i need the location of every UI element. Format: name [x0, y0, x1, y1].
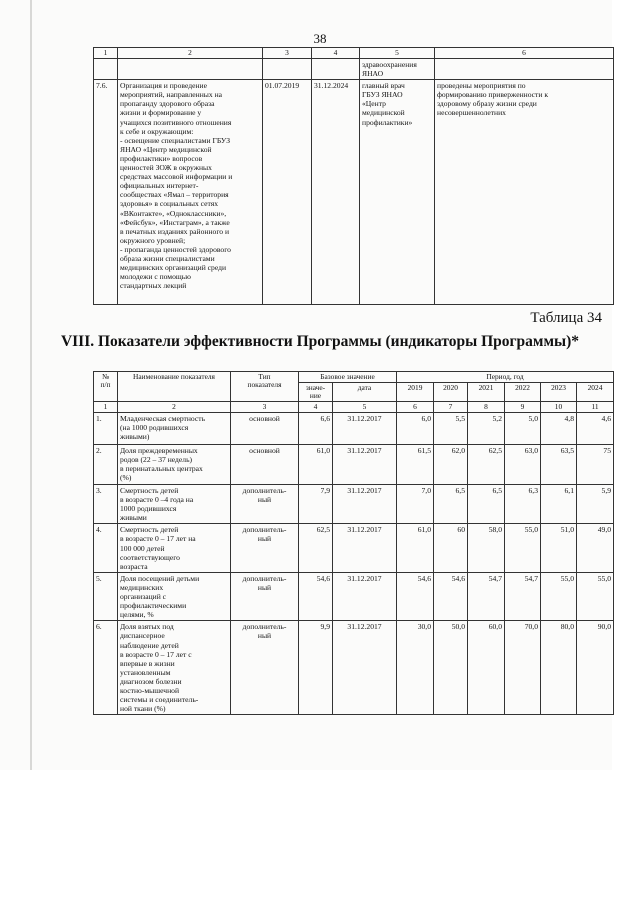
year-value: 62,5 [468, 445, 505, 485]
year-value: 5,2 [468, 413, 505, 445]
col-num: 5 [360, 48, 435, 59]
year-value: 6,5 [434, 485, 468, 524]
indicators-table [93, 371, 614, 715]
header-year: 2024 [577, 383, 614, 402]
year-value: 60,0 [468, 621, 505, 715]
col-num: 1 [94, 48, 118, 59]
year-value: 6,5 [468, 485, 505, 524]
base-date: 31.12.2017 [333, 524, 397, 572]
measures-table [93, 47, 614, 305]
year-value: 58,0 [468, 524, 505, 572]
year-value: 63,5 [541, 445, 577, 485]
header-period: Период, год [397, 372, 614, 383]
page-number: 38 [313, 31, 327, 46]
column-number-row [94, 48, 614, 59]
col-num: 9 [505, 402, 541, 413]
year-value: 49,0 [577, 524, 614, 572]
base-value: 9,9 [299, 621, 333, 715]
base-date: 31.12.2017 [333, 413, 397, 445]
year-value: 54,6 [434, 572, 468, 620]
indicator-type: основной [231, 413, 299, 445]
table-row [94, 572, 614, 620]
continuation-text: здравоохранения ЯНАО [360, 59, 435, 80]
year-value: 6,1 [541, 485, 577, 524]
col-num: 11 [577, 402, 614, 413]
measure-name: Организация и проведение мероприятий, направленных на пропаганду здорового образа жизни и формирование у учащихся позитивного отношения к себе и окружающим: - освещение специалистами ГБУЗ ЯНАО «Центр медицинской профилактики» вопросов ценностей ЗОЖ в окружных средствах массовой информации и официальных интернет- сообществах «Ямал – территория здоровья» в социальных сетях «ВКонтакте», «Одноклассники», «Фейсбук», «Инстаграм», а также в печатных изданиях районного и окружного уровней; - пропаганда ценностей здорового образа жизни специалистами медицинских организаций среди молодежи с помощью стандартных лекций [118, 80, 263, 305]
year-value: 4,6 [577, 413, 614, 445]
header-num: № п/п [94, 372, 118, 402]
col-num: 2 [118, 48, 263, 59]
header-year: 2022 [505, 383, 541, 402]
year-value: 4,8 [541, 413, 577, 445]
year-value: 51,0 [541, 524, 577, 572]
header-base-value: значе- ние [299, 383, 333, 402]
column-number-row [94, 402, 614, 413]
col-num: 1 [94, 402, 118, 413]
year-value: 50,0 [434, 621, 468, 715]
year-value: 6,3 [505, 485, 541, 524]
continuation-row [94, 59, 614, 80]
indicator-name: Доля преждевременных родов (22 – 37 недель) в перинатальных центрах (%) [118, 445, 231, 485]
year-value: 5,5 [434, 413, 468, 445]
year-value: 54,7 [468, 572, 505, 620]
base-date: 31.12.2017 [333, 485, 397, 524]
year-value: 63,0 [505, 445, 541, 485]
row-number: 5. [94, 572, 118, 620]
year-value: 61,5 [397, 445, 434, 485]
indicator-name: Доля посещений детьми медицинских организаций с профилактическими целями, % [118, 572, 231, 620]
col-num: 3 [263, 48, 312, 59]
base-value: 7,9 [299, 485, 333, 524]
table-row [94, 524, 614, 572]
base-value: 61,0 [299, 445, 333, 485]
col-num: 6 [397, 402, 434, 413]
table-row [94, 485, 614, 524]
end-date: 31.12.2024 [312, 80, 360, 305]
year-value: 61,0 [397, 524, 434, 572]
year-value: 70,0 [505, 621, 541, 715]
indicator-name: Смертность детей в возрасте 0 –4 года на 1000 родившихся живыми [118, 485, 231, 524]
header-year: 2020 [434, 383, 468, 402]
expected-result: проведены мероприятия по формированию приверженности к здоровому образу жизни среди несовершеннолетних [435, 80, 614, 305]
col-num: 2 [118, 402, 231, 413]
header-year: 2019 [397, 383, 434, 402]
table-row [94, 445, 614, 485]
indicator-name: Смертность детей в возрасте 0 – 17 лет на 100 000 детей соответствующего возраста [118, 524, 231, 572]
indicator-name: Младенческая смертность (на 1000 родившихся живыми) [118, 413, 231, 445]
year-value: 5,9 [577, 485, 614, 524]
year-value: 90,0 [577, 621, 614, 715]
header-base-date: дата [333, 383, 397, 402]
col-num: 8 [468, 402, 505, 413]
indicator-type: основной [231, 445, 299, 485]
header-type: Тип показателя [231, 372, 299, 402]
col-num: 4 [299, 402, 333, 413]
row-number: 7.6. [94, 80, 118, 305]
header-year: 2021 [468, 383, 505, 402]
year-value: 75 [577, 445, 614, 485]
indicator-type: дополнитель- ный [231, 485, 299, 524]
base-date: 31.12.2017 [333, 621, 397, 715]
table-row [94, 413, 614, 445]
year-value: 30,0 [397, 621, 434, 715]
indicator-name: Доля взятых под диспансерное наблюдение детей в возрасте 0 – 17 лет с впервые в жизни установленным диагнозом болезни костно-мышечной системы и соединитель- ной ткани (%) [118, 621, 231, 715]
year-value: 60 [434, 524, 468, 572]
row-number: 4. [94, 524, 118, 572]
table-row [94, 621, 614, 715]
base-date: 31.12.2017 [333, 445, 397, 485]
header-base: Базовое значение [299, 372, 397, 383]
year-value: 6,0 [397, 413, 434, 445]
row-number: 2. [94, 445, 118, 485]
table-header-row [94, 372, 614, 383]
year-value: 54,6 [397, 572, 434, 620]
indicator-type: дополнитель- ный [231, 572, 299, 620]
year-value: 55,0 [541, 572, 577, 620]
col-num: 3 [231, 402, 299, 413]
indicator-type: дополнитель- ный [231, 621, 299, 715]
indicator-type: дополнитель- ный [231, 524, 299, 572]
base-value: 54,6 [299, 572, 333, 620]
year-value: 62,0 [434, 445, 468, 485]
page-edge-shadow [30, 0, 32, 770]
section-title: VIII. Показатели эффективности Программы (индикаторы Программы)* [60, 333, 580, 350]
year-value: 5,0 [505, 413, 541, 445]
year-value: 55,0 [505, 524, 541, 572]
header-name: Наименование показателя [118, 372, 231, 402]
executor: главный врач ГБУЗ ЯНАО «Центр медицинской профилактики» [360, 80, 435, 305]
col-num: 6 [435, 48, 614, 59]
header-year: 2023 [541, 383, 577, 402]
table-label: Таблица 34 [530, 310, 602, 326]
year-value: 7,0 [397, 485, 434, 524]
table-row [94, 80, 614, 305]
year-value: 80,0 [541, 621, 577, 715]
start-date: 01.07.2019 [263, 80, 312, 305]
col-num: 7 [434, 402, 468, 413]
year-value: 55,0 [577, 572, 614, 620]
row-number: 1. [94, 413, 118, 445]
row-number: 6. [94, 621, 118, 715]
row-number: 3. [94, 485, 118, 524]
year-value: 54,7 [505, 572, 541, 620]
base-value: 6,6 [299, 413, 333, 445]
col-num: 5 [333, 402, 397, 413]
base-value: 62,5 [299, 524, 333, 572]
base-date: 31.12.2017 [333, 572, 397, 620]
col-num: 4 [312, 48, 360, 59]
col-num: 10 [541, 402, 577, 413]
